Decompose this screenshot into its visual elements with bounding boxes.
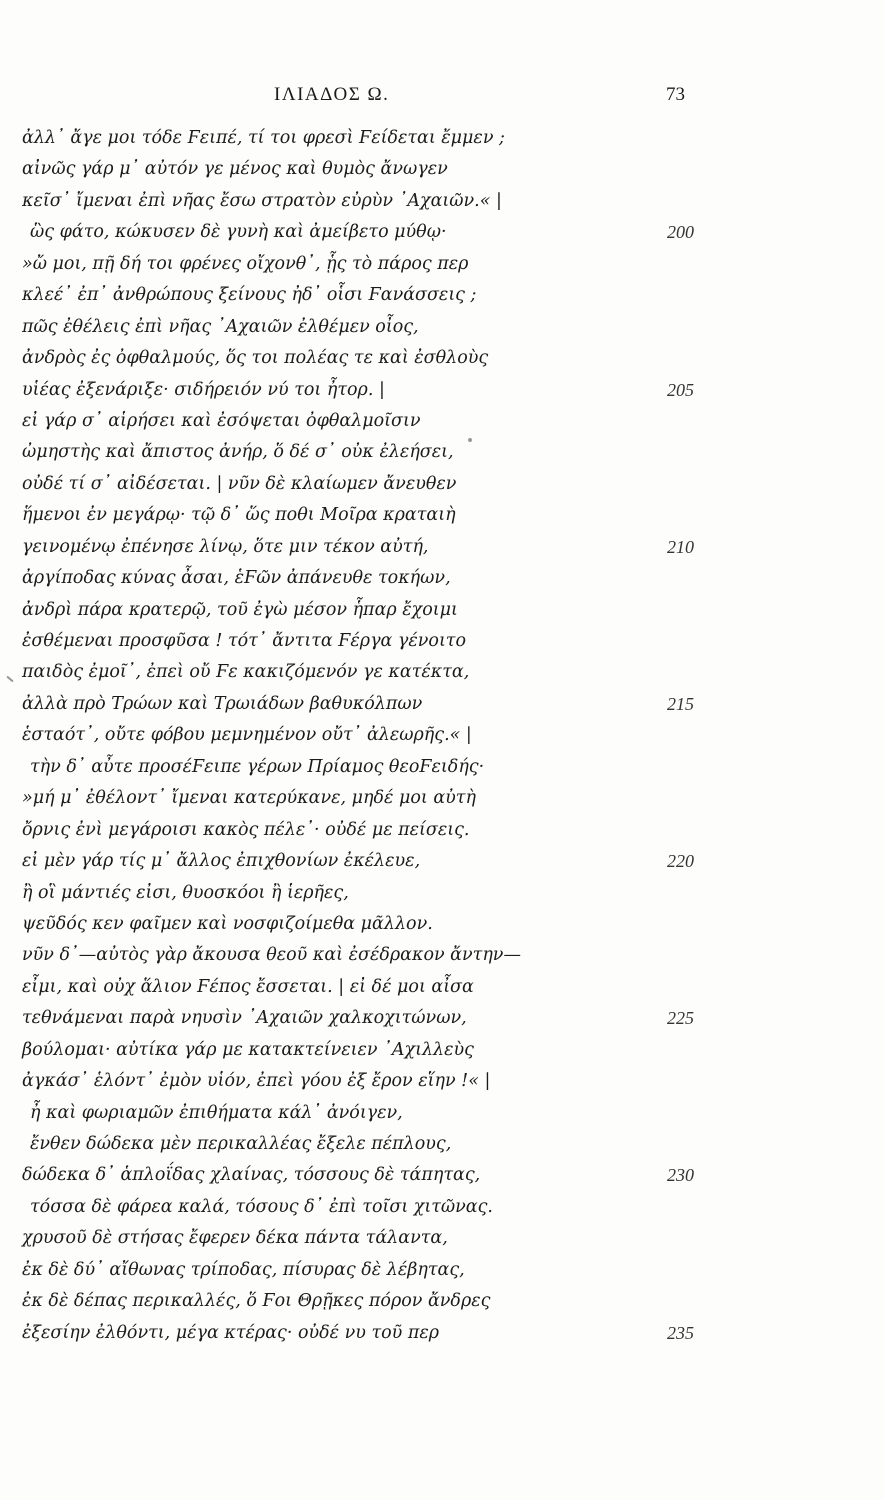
verse-block [0, 123, 884, 1349]
verse-line [0, 1192, 884, 1223]
line-number: 230 [667, 1165, 694, 1186]
verse-text: ἀνδρὶ πάρα κρατερῷ, τοῦ ἐγὼ μέσον ἧπαρ ἔχοιμι [22, 599, 458, 620]
verse-line [0, 909, 884, 940]
verse-line [0, 1003, 884, 1034]
verse-text: οὐδέ τί σ᾽ αἰδέσεται. | νῦν δὲ κλαίωμεν ἄνευθεν [22, 473, 457, 494]
verse-line [0, 940, 884, 971]
verse-line [0, 1255, 884, 1286]
verse-line [0, 783, 884, 814]
verse-text: ἥμενοι ἐν μεγάρῳ· τῷ δ᾽ ὥς ποθι Μοῖρα κραταιὴ [22, 505, 456, 526]
verse-line [0, 657, 884, 688]
verse-line [0, 1286, 884, 1317]
verse-line [0, 280, 884, 311]
verse-line [0, 752, 884, 783]
verse-text: εἰ μὲν γάρ τίς μ᾽ ἄλλος ἐπιχθονίων ἐκέλευε, [22, 851, 421, 872]
verse-text: ἀνδρὸς ἐς ὀφθαλμούς, ὅς τοι πολέας τε καὶ ἐσθλοὺς [22, 348, 489, 369]
verse-text: ἦ καὶ φωριαμῶν ἐπιθήματα κάλ᾽ ἀνόιγεν, [30, 1102, 403, 1123]
verse-line [0, 1318, 884, 1349]
verse-line [0, 406, 884, 437]
verse-line [0, 1129, 884, 1160]
verse-text: ἐκ δὲ δέπας περικαλλές, ὅ Ϝοι Θρῇκες πόρον ἄνδρες [22, 1291, 491, 1312]
verse-text: εἰ γάρ σ᾽ αἱρήσει καὶ ἐσόψεται ὀφθαλμοῖσιν [22, 410, 421, 431]
verse-line [0, 123, 884, 154]
verse-text: ἀλλ᾽ ἄγε μοι τόδε Ϝειπέ, τί τοι φρεσὶ Ϝείδεται ἔμμεν ; [22, 128, 505, 148]
verse-line [0, 1035, 884, 1066]
verse-text: δώδεκα δ᾽ ἁπλοΐδας χλαίνας, τόσσους δὲ τάπητας, [22, 1165, 481, 1186]
line-number: 205 [667, 379, 694, 400]
verse-line [0, 878, 884, 909]
line-number: 210 [667, 536, 694, 557]
verse-line [0, 375, 884, 406]
verse-text: τόσσα δὲ φάρεα καλά, τόσους δ᾽ ἐπὶ τοῖσι χιτῶνας. [30, 1196, 493, 1217]
verse-text: ἀλλὰ πρὸ Τρώων καὶ Τρωιάδων βαθυκόλπων [22, 693, 423, 714]
verse-text: παιδὸς ἐμοῖ᾽, ἐπεὶ οὔ Ϝε κακιζόμενόν γε κατέκτα, [22, 662, 470, 683]
verse-text: γεινομένῳ ἐπένησε λίνῳ, ὅτε μιν τέκον αὐτή, [22, 536, 429, 557]
running-title: ΙΛΙΑΔΟΣ Ω. [274, 84, 390, 105]
verse-text: ὣς φάτο, κώκυσεν δὲ γυνὴ καὶ ἀμείβετο μύθῳ· [30, 222, 447, 243]
verse-text: ἐξεσίην ἐλθόντι, μέγα κτέρας· οὐδέ νυ τοῦ περ [22, 1322, 440, 1343]
verse-line [0, 343, 884, 374]
verse-line [0, 312, 884, 343]
verse-text: ἐσθέμεναι προσφῦσα ! τότ᾽ ἄντιτα Ϝέργα γένοιτο [22, 631, 467, 651]
verse-text: ἐκ δὲ δύ᾽ αἴθωνας τρίποδας, πίσυρας δὲ λέβητας, [22, 1259, 465, 1280]
verse-line [0, 186, 884, 217]
verse-text: ἑσταότ᾽, οὔτε φόβου μεμνημένον οὔτ᾽ ἀλεωρῆς.« | [22, 725, 472, 746]
page-number: 73 [666, 84, 685, 105]
verse-text: κεῖσ᾽ ἴμεναι ἐπὶ νῆας ἔσω στρατὸν εὐρὺν ᾽Αχαιῶν.« | [22, 190, 502, 211]
line-number: 200 [667, 222, 694, 243]
line-number: 215 [667, 693, 694, 714]
verse-line [0, 1066, 884, 1097]
line-number: 225 [667, 1008, 694, 1029]
verse-text: αἰνῶς γάρ μ᾽ αὐτόν γε μένος καὶ θυμὸς ἄνωγεν [22, 159, 448, 180]
line-number: 235 [667, 1322, 694, 1343]
verse-line [0, 815, 884, 846]
running-head [0, 84, 884, 114]
verse-line [0, 469, 884, 500]
verse-text: νῦν δ᾽—αὐτὸς γὰρ ἄκουσα θεοῦ καὶ ἐσέδρακον ἄντην— [22, 945, 521, 966]
verse-text: εἶμι, καὶ οὐχ ἅλιον Ϝέπος ἔσσεται. | εἰ δέ μοι αἶσα [22, 976, 474, 997]
verse-text: τεθνάμεναι παρὰ νηυσὶν ᾽Αχαιῶν χαλκοχιτώνων, [22, 1008, 467, 1029]
verse-line [0, 563, 884, 594]
line-number: 220 [667, 851, 694, 872]
verse-text: βούλομαι· αὐτίκα γάρ με κατακτείνειεν ᾽Αχιλλεὺς [22, 1039, 474, 1060]
verse-text: χρυσοῦ δὲ στήσας ἔφερεν δέκα πάντα τάλαντα, [22, 1228, 448, 1249]
verse-text: τὴν δ᾽ αὖτε προσέϜειπε γέρων Πρίαμος θεοϜειδής· [30, 756, 485, 777]
verse-line [0, 1160, 884, 1191]
verse-line [0, 595, 884, 626]
verse-line [0, 249, 884, 280]
verse-line [0, 689, 884, 720]
verse-line [0, 500, 884, 531]
verse-text: κλεέ᾽ ἐπ᾽ ἀνθρώπους ξείνους ἠδ᾽ οἷσι Ϝανάσσεις ; [22, 285, 477, 306]
verse-line [0, 217, 884, 248]
verse-line [0, 626, 884, 657]
verse-line [0, 972, 884, 1003]
verse-text: ἀγκάσ᾽ ἑλόντ᾽ ἐμὸν υἱόν, ἐπεὶ γόου ἐξ ἔρον εἵην !« | [22, 1071, 491, 1092]
verse-text: ἢ οἳ μάντιές εἰσι, θυοσκόοι ἢ ἱερῆες, [22, 882, 349, 903]
verse-line [0, 846, 884, 877]
print-speck [468, 438, 472, 442]
verse-line [0, 532, 884, 563]
verse-text: »ὤ μοι, πῇ δή τοι φρένες οἴχονθ᾽, ᾗς τὸ πάρος περ [22, 253, 469, 274]
verse-line [0, 437, 884, 468]
verse-text: ἔνθεν δώδεκα μὲν περικαλλέας ἔξελε πέπλους, [30, 1134, 452, 1154]
verse-line [0, 720, 884, 751]
verse-text: ὠμηστὴς καὶ ἄπιστος ἀνήρ, ὅ δέ σ᾽ οὐκ ἐλεήσει, [22, 442, 454, 463]
verse-line [0, 1098, 884, 1129]
verse-text: »μή μ᾽ ἐθέλοντ᾽ ἴμεναι κατερύκανε, μηδέ μοι αὐτὴ [22, 788, 476, 809]
verse-line [0, 1223, 884, 1254]
verse-text: ἀργίποδας κύνας ἆσαι, ἑϜῶν ἀπάνευθε τοκήων, [22, 568, 451, 589]
verse-line [0, 154, 884, 185]
verse-text: πῶς ἐθέλεις ἐπὶ νῆας ᾽Αχαιῶν ἐλθέμεν οἶος, [22, 316, 419, 337]
verse-text: ὄρνις ἐνὶ μεγάροισι κακὸς πέλε᾽· οὐδέ με πείσεις. [22, 819, 470, 840]
verse-text: ψεῦδός κεν φαῖμεν καὶ νοσφιζοίμεθα μᾶλλον. [22, 913, 433, 934]
verse-text: υἱέας ἐξενάριξε· σιδήρειόν νύ τοι ἦτορ. | [22, 379, 385, 400]
